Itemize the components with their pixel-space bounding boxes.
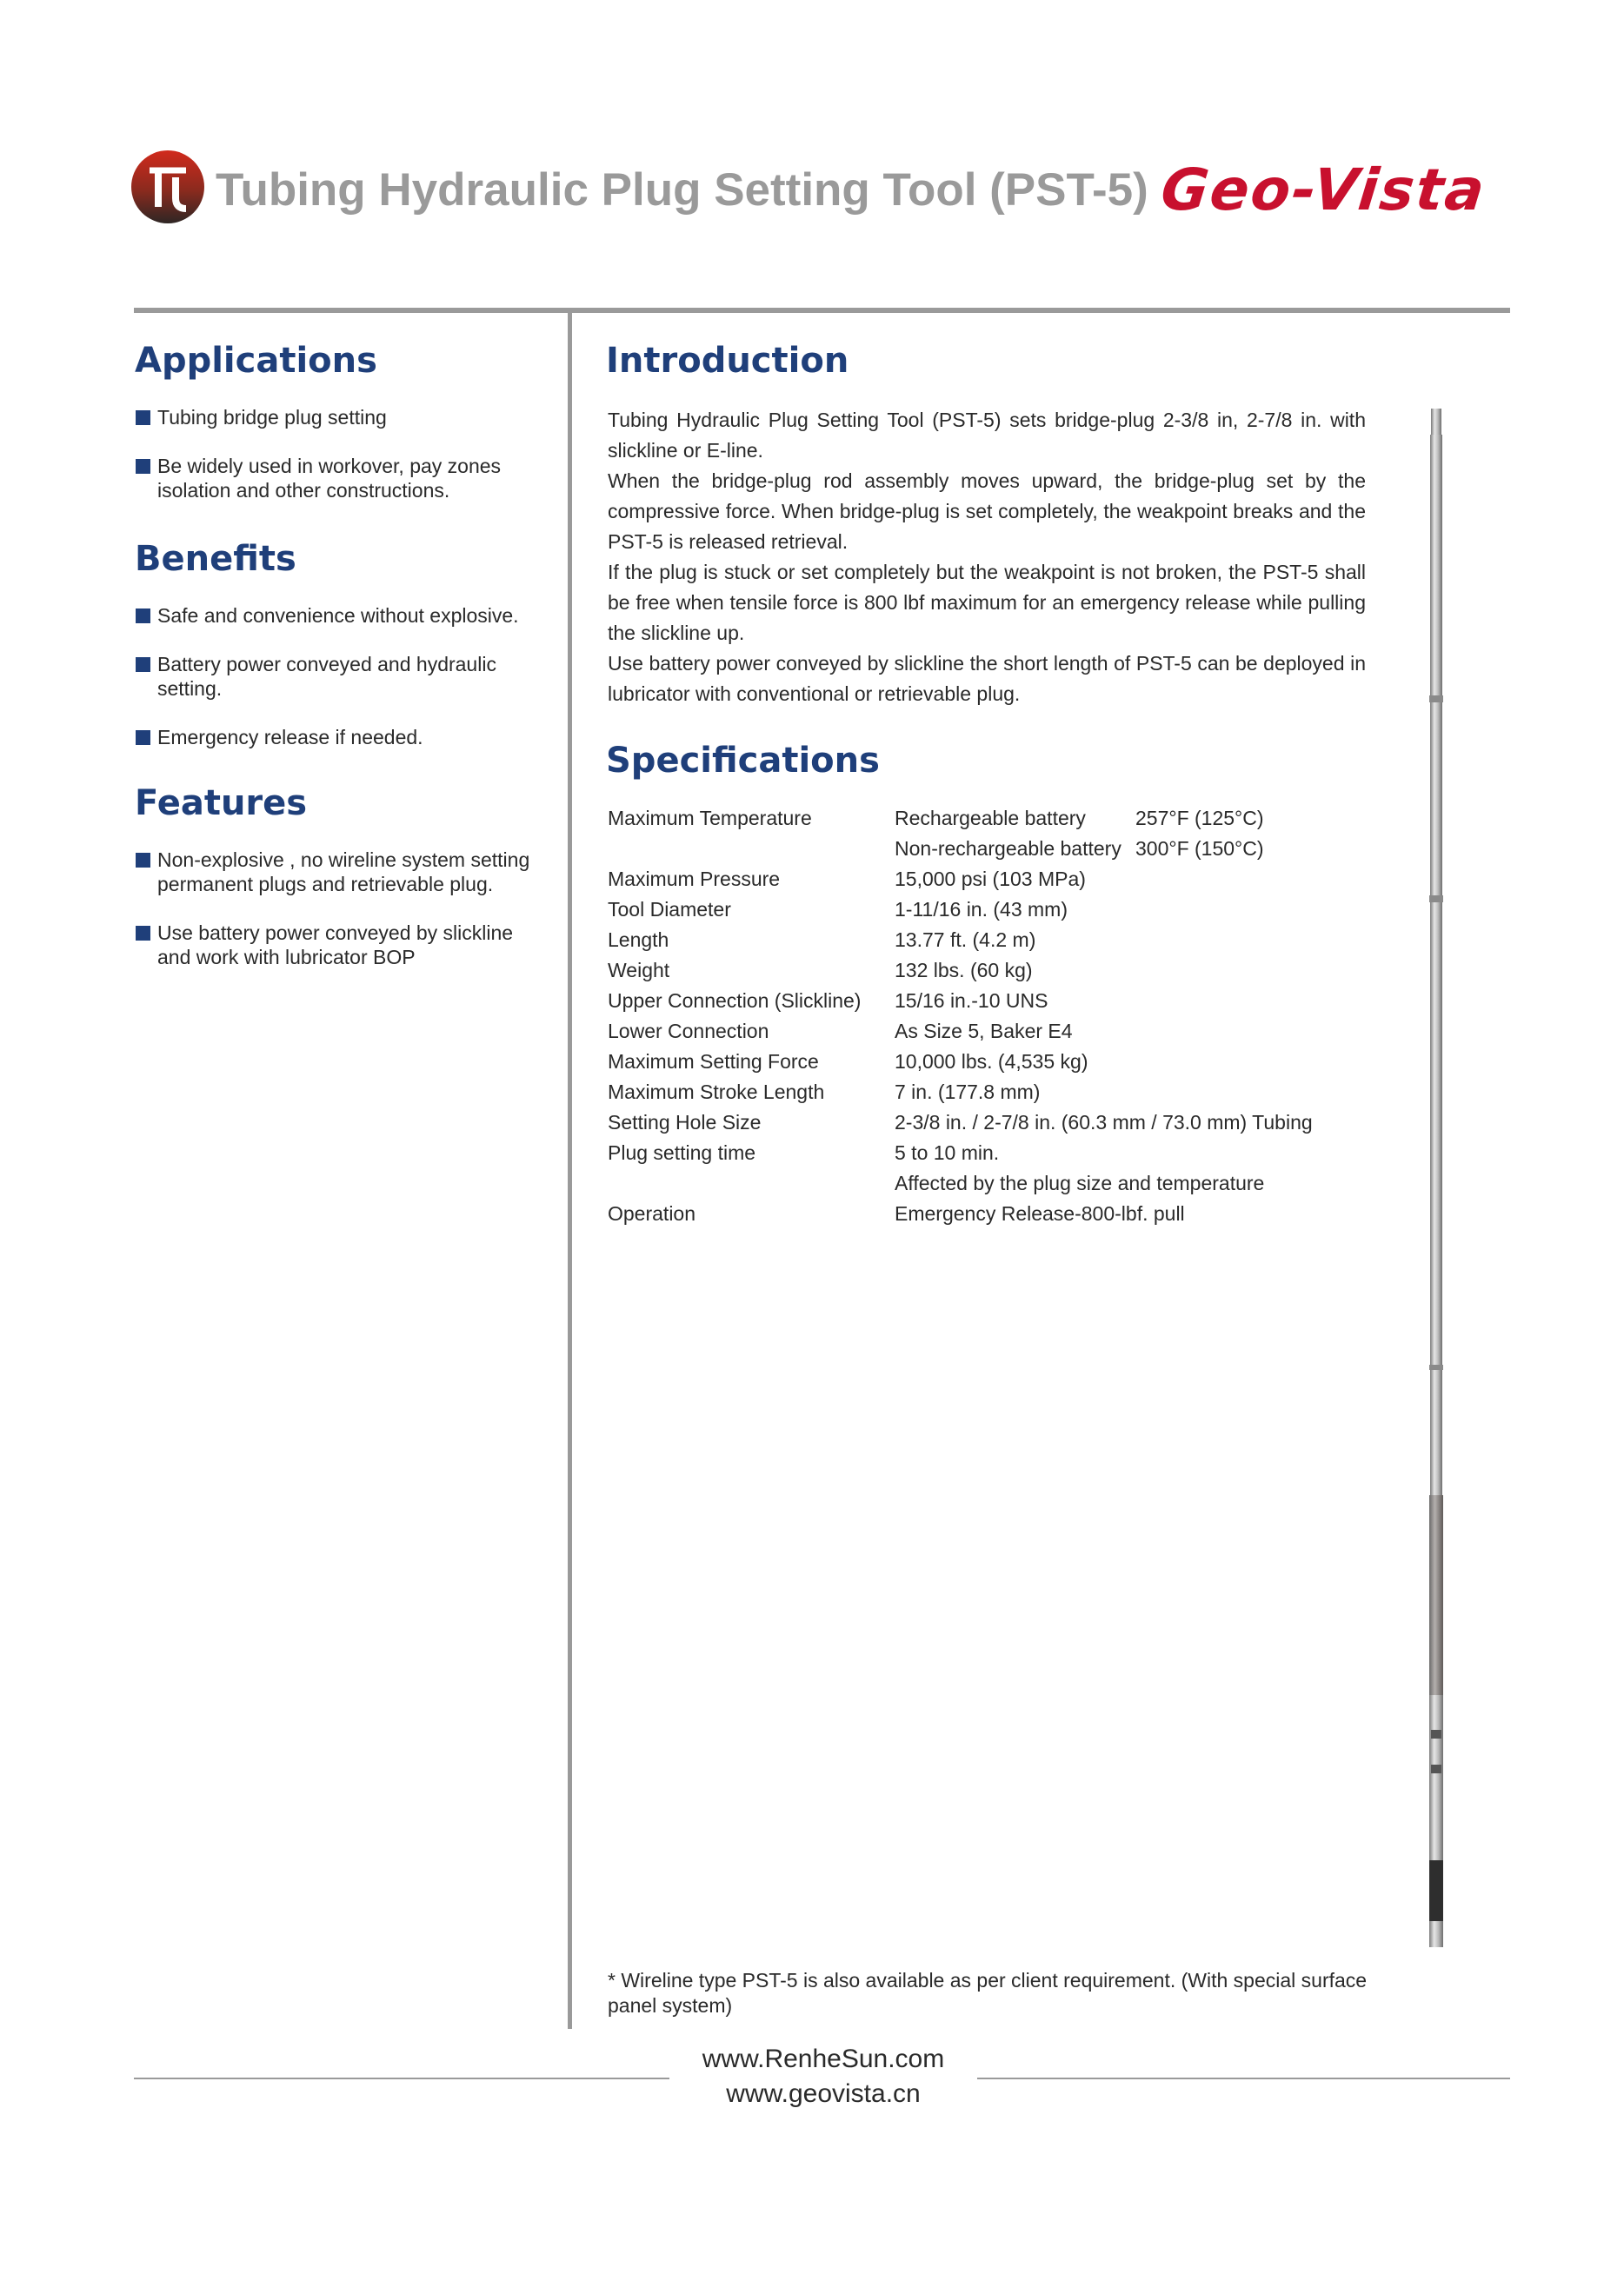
intro-paragraph: Tubing Hydraulic Plug Setting Tool (PST-5) sets bridge-plug 2-3/8 in, 2-7/8 in. with slickline or E-line.: [608, 409, 1366, 462]
applications-list: [136, 405, 536, 527]
table-row: [608, 1016, 1313, 1047]
list-item-text: Be widely used in workover, pay zones isolation and other constructions.: [157, 455, 502, 502]
header-divider: [134, 308, 1510, 313]
list-item: [136, 405, 536, 429]
list-item: [136, 725, 536, 749]
bullet-square-icon: [136, 853, 150, 868]
spec-label: Maximum Stroke Length: [608, 1081, 825, 1103]
list-item-text: Battery power conveyed and hydraulic setting.: [157, 653, 496, 700]
list-item: [136, 848, 536, 896]
list-item: [136, 454, 536, 502]
brand-logo: Geo-Vista: [1157, 156, 1489, 223]
setting-tool-image: [1419, 409, 1454, 1947]
table-row: [608, 1199, 1313, 1229]
spec-label: Maximum Pressure: [608, 868, 781, 890]
table-row: [608, 1168, 1313, 1199]
table-row: [608, 955, 1313, 986]
spec-value: Emergency Release-800-lbf. pull: [895, 1202, 1185, 1225]
spec-label: [608, 834, 895, 864]
footnote: * Wireline type PST-5 is also available as per client requirement. (With special surface panel system): [608, 1969, 1368, 2017]
intro-paragraph: Use battery power conveyed by slickline the short length of PST-5 can be deployed in lubricator with conventional or retrievable plug.: [608, 652, 1366, 705]
spec-label: Maximum Setting Force: [608, 1050, 819, 1073]
list-item-text: Emergency release if needed.: [157, 726, 423, 748]
spec-value: Non-rechargeable battery: [895, 837, 1121, 860]
bullet-square-icon: [136, 926, 150, 941]
footer-divider-left: [134, 2078, 669, 2079]
footer-divider-right: [977, 2078, 1510, 2079]
spec-label: Tool Diameter: [608, 898, 731, 921]
intro-paragraph: If the plug is stuck or set completely but the weakpoint is not broken, the PST-5 shall be free when tensile force is 800 lbf maximum for an emergency release while pulling the slickline up.: [608, 561, 1366, 644]
spec-value-extra: 300°F (150°C): [1135, 837, 1264, 860]
spec-value: 5 to 10 min.: [895, 1141, 1000, 1164]
spec-label: Setting Hole Size: [608, 1111, 762, 1134]
spec-value: 2-3/8 in. / 2-7/8 in. (60.3 mm / 73.0 mm) Tubing: [895, 1111, 1313, 1134]
spec-label: Lower Connection: [608, 1020, 769, 1042]
table-row: [608, 1077, 1313, 1107]
spec-value: Affected by the plug size and temperature: [895, 1172, 1265, 1194]
introduction-body: [608, 405, 1366, 709]
bullet-square-icon: [136, 410, 150, 425]
bullet-square-icon: [136, 657, 150, 672]
list-item: [136, 652, 536, 701]
spec-label: Plug setting time: [608, 1141, 756, 1164]
bullet-square-icon: [136, 608, 150, 623]
page-title: Tubing Hydraulic Plug Setting Tool (PST-5): [216, 164, 1148, 216]
introduction-heading: Introduction: [606, 341, 849, 381]
list-item: [136, 603, 536, 628]
applications-heading: Applications: [135, 341, 377, 381]
spec-label: Length: [608, 928, 669, 951]
company-logo-icon: [130, 150, 205, 224]
spec-value: Rechargeable battery: [895, 807, 1086, 829]
table-row: [608, 1138, 1313, 1168]
spec-label: [608, 1168, 895, 1199]
specifications-table: [608, 803, 1313, 1229]
spec-label: Maximum Temperature: [608, 807, 812, 829]
spec-value: 15/16 in.-10 UNS: [895, 989, 1048, 1012]
column-divider: [568, 308, 572, 2029]
footer-website-link[interactable]: www.geovista.cn: [726, 2079, 921, 2108]
list-item-text: Use battery power conveyed by slickline and work with lubricator BOP: [157, 921, 514, 968]
table-row: [608, 803, 1313, 834]
spec-label: Weight: [608, 959, 670, 981]
spec-value: 13.77 ft. (4.2 m): [895, 928, 1036, 951]
bullet-square-icon: [136, 459, 150, 474]
spec-value: 15,000 psi (103 MPa): [895, 868, 1086, 890]
table-row: [608, 986, 1313, 1016]
table-row: [608, 894, 1313, 925]
spec-value: 7 in. (177.8 mm): [895, 1081, 1041, 1103]
spec-label: Operation: [608, 1202, 696, 1225]
table-row: [608, 864, 1313, 894]
features-list: [136, 848, 536, 994]
bullet-square-icon: [136, 730, 150, 745]
list-item: [136, 921, 536, 969]
table-row: [608, 1047, 1313, 1077]
list-item-text: Safe and convenience without explosive.: [157, 604, 519, 627]
spec-value-extra: 257°F (125°C): [1135, 807, 1264, 829]
footer-website-link[interactable]: www.RenheSun.com: [702, 2045, 945, 2073]
specifications-heading: Specifications: [606, 741, 880, 781]
spec-value: 10,000 lbs. (4,535 kg): [895, 1050, 1088, 1073]
features-heading: Features: [135, 783, 308, 823]
spec-value: As Size 5, Baker E4: [895, 1020, 1073, 1042]
spec-value: 132 lbs. (60 kg): [895, 959, 1033, 981]
spec-value: 1-11/16 in. (43 mm): [895, 898, 1068, 921]
benefits-list: [136, 603, 536, 774]
spec-label: Upper Connection (Slickline): [608, 989, 862, 1012]
table-row: [608, 834, 1313, 864]
intro-paragraph: When the bridge-plug rod assembly moves upward, the bridge-plug set by the compressive force. When bridge-plug is set completely, the weakpoint breaks and the PST-5 is released retrieval.: [608, 469, 1366, 553]
table-row: [608, 925, 1313, 955]
list-item-text: Non-explosive , no wireline system setting permanent plugs and retrievable plug.: [157, 848, 530, 895]
benefits-heading: Benefits: [135, 539, 296, 579]
list-item-text: Tubing bridge plug setting: [157, 406, 387, 429]
table-row: [608, 1107, 1313, 1138]
